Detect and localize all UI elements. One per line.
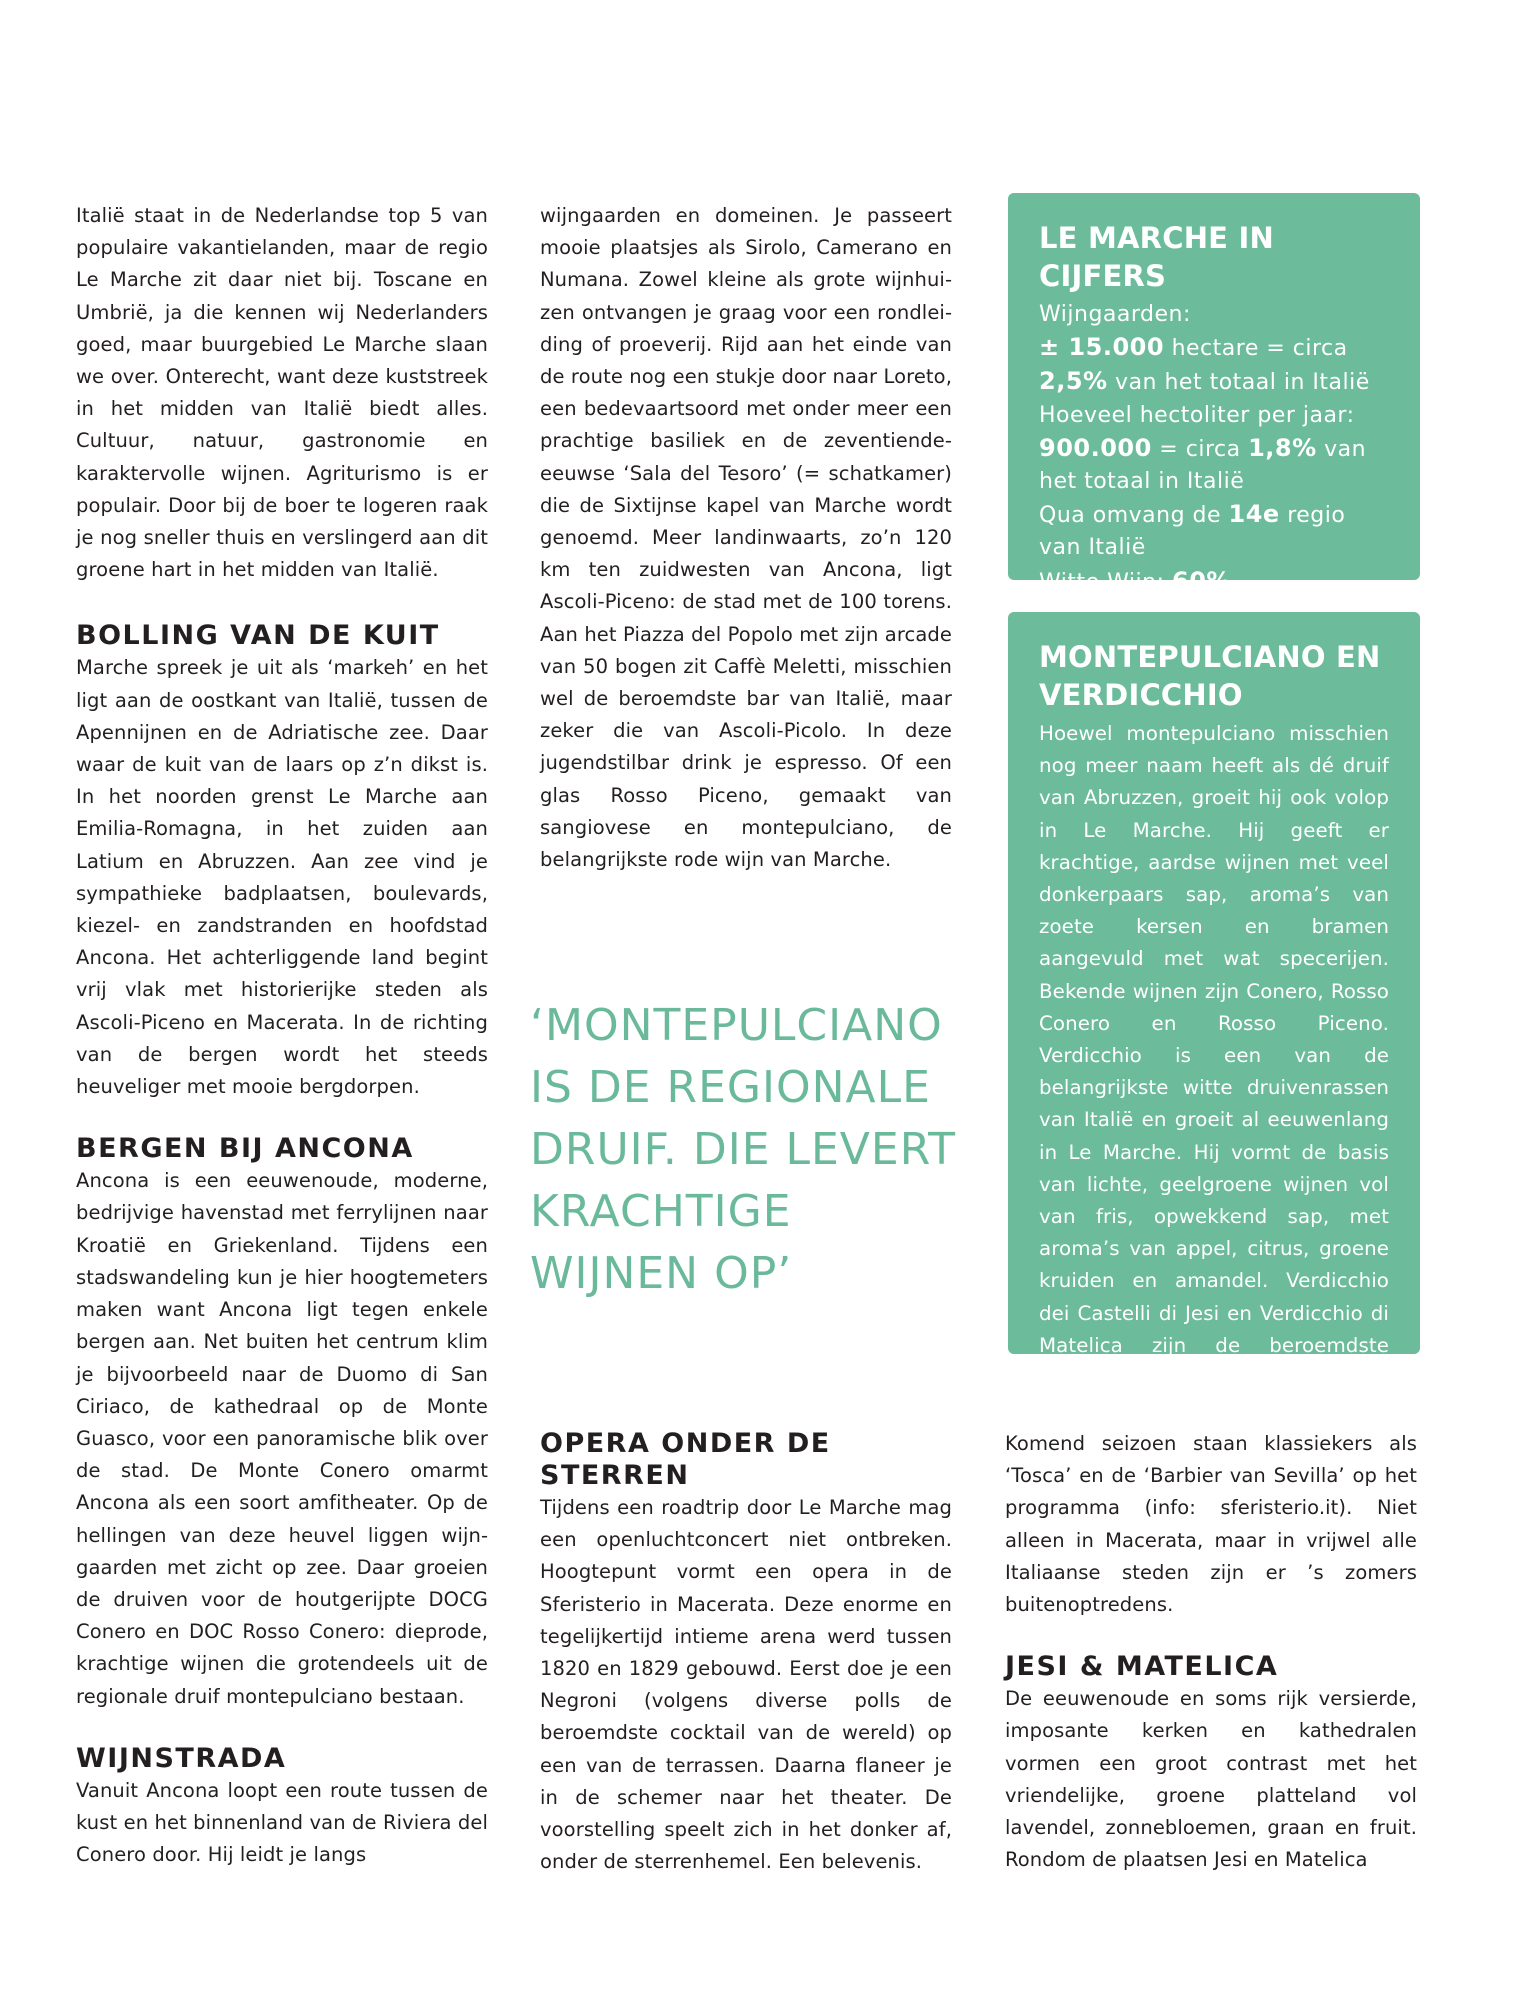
stat-line: van Italië (1039, 535, 1146, 561)
heading-jesi-matelica: JESI & MATELICA (1005, 1651, 1279, 1683)
stat-line: ± 15.000 hectare = circa (1039, 333, 1348, 362)
stat-line: 900.000 = circa 1,8% van (1039, 433, 1367, 462)
infobox-montepulciano-en-verdicchio (1008, 612, 1420, 1390)
infobox-title: MONTEPULCIANO EN VERDICCHIO (1039, 640, 1381, 712)
heading-opera-onder-de-sterren: OPERA ONDER DE STERREN (540, 1428, 831, 1491)
infobox-le-marche-in-cijfers (1008, 193, 1420, 595)
stat-line: 2,5% van het totaal in Italië (1039, 367, 1370, 396)
paragraph-wijngaarden: wijngaarden en domeinen. Je passeert mooie plaatsjes als Sirolo, Camerano en Numana. Zowel kleine als grote wijnhuizen ontvangen je graag voor een rondleiding of proeverij. Rijd aan het einde van de route nog een stukje door naar Loreto, een bedevaartsoord met onder meer een prachtige basiliek en de zeventiende-eeuwse ‘Sala del Tesoro’ (= schatkamer) die de Sixtijnse kapel van Marche wordt genoemd. Meer landinwaarts, zo’n 120 km ten zuidwesten van Ancona, ligt Ascoli-Piceno: de stad met de 100 torens. Aan het Piazza del Popolo met zijn arcade van 50 bogen zit Caffè Meletti, misschien wel de beroemdste bar van Italië, maar zeker die van Ascoli-Picolo. In deze jugendstilbar drink je espresso. Of een glas Rosso Piceno, gemaakt van sangiovese en montepulciano, de belangrijkste rode wijn van Marche. (540, 204, 952, 872)
column-2 (540, 200, 952, 876)
paragraph-jesi-matelica: De eeuwenoude en soms rijk versierde, imposante kerken en kathedralen vormen een groot contrast met het vriendelijke, groene platteland vol lavendel, zonnebloemen, graan en fruit. Rondom de plaatsen Jesi en Matelica (1005, 1687, 1417, 1872)
column-1 (76, 200, 488, 1871)
paragraph-opera: Tijdens een roadtrip door Le Marche mag een openluchtconcert niet ontbreken. Hoogtepunt vormt een opera in de Sferisterio in Macerata. Deze enorme en tegelijkertijd intieme arena werd tussen 1820 en 1829 gebouwd. Eerst doe je een Negroni (volgens diverse polls de beroemdste cocktail van de wereld) op een van de terrassen. Daarna flaneer je in de schemer naar het theater. De voorstelling speelt zich in het donker af, onder de sterrenhemel. Een belevenis. (540, 1496, 952, 1874)
intro-paragraph: Italië staat in de Nederlandse top 5 van populaire vakantielanden, maar de regio Le Marche zit daar niet bij. Toscane en Umbrië, ja die kennen wij Nederlanders goed, maar buurgebied Le Marche slaan we over. Onterecht, want deze kuststreek in het midden van Italië biedt alles. Cultuur, natuur, gastronomie en karaktervolle wijnen. Agriturismo is er populair. Door bij de boer te logeren raak je nog sneller thuis en verslingerd aan dit groene hart in het midden van Italië. (76, 204, 488, 582)
heading-bergen-bij-ancona: BERGEN BIJ ANCONA (76, 1133, 414, 1165)
column-3-bottom (1005, 1428, 1417, 1876)
heading-wijnstrada: WIJNSTRADA (76, 1742, 287, 1774)
stat-line: Qua omvang de 14e regio (1039, 500, 1346, 529)
paragraph-wijnstrada: Vanuit Ancona loopt een route tussen de kust en het binnenland van de Riviera del Conero door. Hij leidt je langs (76, 1778, 488, 1867)
column-2-bottom (540, 1428, 952, 1878)
paragraph-ancona: Ancona is een eeuwenoude, moderne, bedrijvige havenstad met ferrylijnen naar Kroatië en Griekenland. Tijdens een stadswandeling kun je hier hoogtemeters maken want Ancona ligt tegen enkele bergen aan. Net buiten het centrum klim je bijvoorbeeld naar de Duomo di San Ciriaco, de kathedraal op de Monte Guasco, voor een panoramische blik over de stad. De Monte Conero omarmt Ancona als een soort amfitheater. Op de hellingen van deze heuvel liggen wijngaarden met zicht op zee. Daar groeien de druiven voor de houtgerijpte DOCG Conero en DOC Rosso Conero: dieprode, krachtige wijnen die grotendeels uit de regionale druif montepulciano bestaan. (76, 1169, 488, 1708)
infobox-text: Hoewel montepulciano misschien nog meer naam heeft als dé druif van Abruzzen, groeit hij ook volop in Le Marche. Hij geeft er krachtige, aardse wijnen met veel donkerpaars sap, aroma’s van zoete kersen en bramen aangevuld met wat specerijen. Bekende wijnen zijn Conero, Rosso Conero en Rosso Piceno. Verdicchio is een van de belangrijkste witte druivenrassen van Italië en groeit al eeuwenlang in Le Marche. Hij vormt de basis van lichte, geelgroene wijnen vol van fris, opwekkend sap, met aroma’s van appel, citrus, groene kruiden en amandel. Verdicchio dei Castelli di Jesi en Verdicchio di Matelica zijn de beroemdste namen. (1039, 722, 1389, 1390)
heading-bolling-van-de-kuit: BOLLING VAN DE KUIT (76, 620, 440, 652)
paragraph-komend-seizoen: Komend seizoen staan klassiekers als ‘Tosca’ en de ‘Barbier van Sevilla’ op het programma (info: sferisterio.it). Niet alleen in Macerata, maar in vrijwel alle Italiaanse steden zijn er ’s zomers buitenoptredens. (1005, 1432, 1417, 1617)
infobox-title: LE MARCHE IN CIJFERS (1039, 221, 1274, 293)
stat-line: Witte Wijn: 60% (1039, 566, 1231, 595)
pull-quote: ‘MONTEPULCIANO IS DE REGIONALE DRUIF. DIE LEVERT KRACHTIGE WIJNEN OP’ (530, 1000, 956, 1299)
stat-line: Wijngaarden: (1039, 302, 1191, 327)
stat-line: het totaal in Italië (1039, 469, 1245, 495)
stat-line: Hoeveel hectoliter per jaar: (1039, 402, 1355, 428)
paragraph-bolling: Marche spreek je uit als ‘markeh’ en het ligt aan de oostkant van Italië, tussen de Apennijnen en de Adriatische zee. Daar waar de kuit van de laars op z’n dikst is. In het noorden grenst Le Marche aan Emilia-Romagna, in het zuiden aan Latium en Abruzzen. Aan zee vind je sympathieke badplaatsen, boulevards, kiezel- en zandstranden en hoofdstad Ancona. Het achterliggende land begint vrij vlak met historierijke steden als Ascoli-Piceno en Macerata. In de richting van de bergen wordt het steeds heuveliger met mooie bergdorpen. (76, 656, 488, 1099)
